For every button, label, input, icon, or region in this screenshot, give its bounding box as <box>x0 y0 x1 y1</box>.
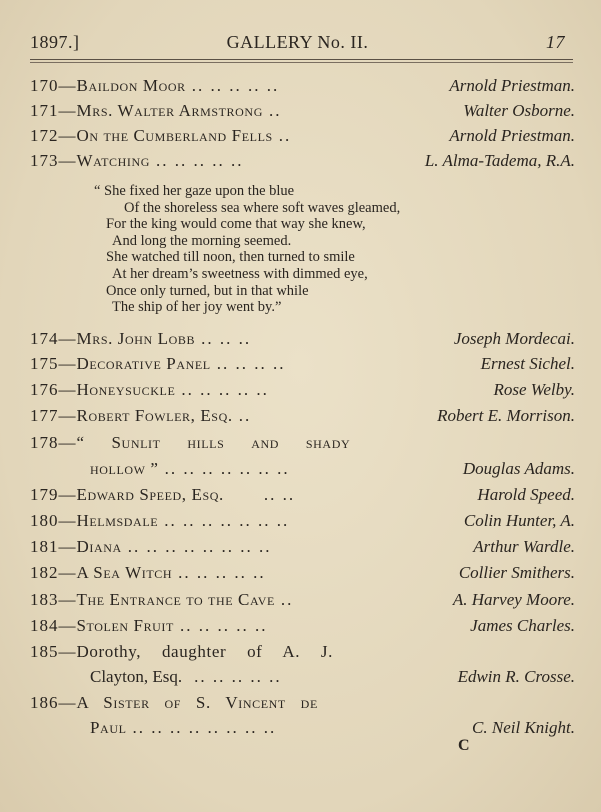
catalogue-entry <box>30 563 575 587</box>
leader-dots: .. .. .. .. .. <box>181 380 269 399</box>
entry-artist: Collier Smithers. <box>458 563 575 582</box>
catalogue-entry <box>30 642 575 666</box>
entry-title: On the Cumberland Fells <box>76 126 273 145</box>
entry-artist: A. Harvey Moore. <box>452 590 575 609</box>
catalogue-entry <box>30 101 575 125</box>
entry-number: 174— <box>30 329 77 348</box>
catalogue-entry <box>30 151 575 175</box>
catalogue-entry <box>30 616 575 640</box>
entry-number: 186— <box>30 693 77 712</box>
poem-line: And long the morning seemed. <box>112 232 292 249</box>
entry-artist: Walter Osborne. <box>463 101 575 120</box>
entry-number: 175— <box>30 354 77 373</box>
catalogue-entry <box>30 329 575 353</box>
catalogue-entry <box>30 590 575 614</box>
entry-artist: Douglas Adams. <box>462 459 575 478</box>
catalogue-entry-continuation <box>90 718 575 742</box>
leader-dots: .. .. .. .. .. .. .. .. <box>132 718 277 737</box>
catalogue-entry <box>30 433 575 457</box>
entry-title: Dorothy, daughter of A. J. <box>76 642 333 661</box>
leader-dots: .. .. .. .. <box>216 354 286 373</box>
entry-title: Mrs. John Lobb <box>76 329 196 348</box>
poem-line: Of the shoreless sea where soft waves gleamed, <box>124 199 401 216</box>
catalogue-entry <box>30 511 575 535</box>
signature-mark: C <box>458 737 470 754</box>
entry-number: 182— <box>30 563 77 582</box>
entry-title: Diana <box>76 537 122 556</box>
entry-number: 181— <box>30 537 77 556</box>
poem-line: The ship of her joy went by.” <box>112 299 282 316</box>
leader-dots: .. <box>268 101 282 120</box>
catalogue-entry <box>30 693 575 717</box>
leader-dots: .. .. <box>263 485 296 504</box>
leader-dots: .. <box>278 126 292 145</box>
leader-dots: .. .. .. .. .. .. .. <box>164 511 290 530</box>
leader-dots: .. .. .. .. .. <box>179 616 268 635</box>
entry-number: 179— <box>30 485 77 504</box>
entry-title: Watching <box>76 151 151 170</box>
poem-line: For the king would come that way she knew, <box>106 216 366 233</box>
entry-title: A Sister of S. Vincent de <box>76 693 318 712</box>
leader-dots: .. <box>238 406 252 425</box>
header-page-number: 17 <box>546 32 565 52</box>
poem-line: “ She fixed her gaze upon the blue <box>94 183 295 199</box>
catalogue-entry <box>30 485 575 509</box>
leader-dots: .. .. .. <box>201 329 252 348</box>
entry-number: 178— <box>30 433 77 452</box>
header-rule-secondary <box>30 62 573 63</box>
entry-number: 172— <box>30 126 77 145</box>
entry-title: Helmsdale <box>76 511 159 530</box>
entry-artist: Arnold Priestman. <box>449 126 575 145</box>
entry-artist: Edwin R. Crosse. <box>457 667 575 686</box>
entry-number: 177— <box>30 406 77 425</box>
entry-number: 185— <box>30 642 77 661</box>
entry-number: 171— <box>30 101 77 120</box>
entry-artist: Harold Speed. <box>477 485 575 504</box>
poem-quotation <box>94 183 514 316</box>
entry-artist: James Charles. <box>470 616 575 635</box>
leader-dots: .. <box>280 590 294 609</box>
entry-artist: Rose Welby. <box>493 380 575 399</box>
header-title: GALLERY No. II. <box>226 32 369 52</box>
entry-artist: Colin Hunter, A. <box>463 511 575 530</box>
leader-dots: .. .. .. .. .. <box>191 76 280 95</box>
poem-line: At her dream’s sweetness with dimmed eye, <box>112 265 368 282</box>
poem-line: She watched till noon, then turned to smile <box>106 249 355 266</box>
catalogue-entry-continuation <box>90 459 575 483</box>
leader-dots: .. .. .. .. .. <box>178 563 266 582</box>
entry-title: Baildon Moor <box>76 76 186 95</box>
catalogue-entry <box>30 354 575 378</box>
entry-title: Edward Speed, Esq. <box>76 485 224 504</box>
leader-dots: .. .. .. .. .. .. .. <box>164 459 290 478</box>
entry-artist: Arthur Wardle. <box>473 537 575 556</box>
entry-title: The Entrance to the Cave <box>76 590 275 609</box>
header-year: 1897.] <box>30 32 80 52</box>
poem-line: Once only turned, but in that while <box>106 282 309 299</box>
catalogue-entry <box>30 406 575 430</box>
entry-number: 180— <box>30 511 77 530</box>
catalogue-entry <box>30 380 575 404</box>
entry-title: Stolen Fruit <box>76 616 174 635</box>
entry-number: 173— <box>30 151 77 170</box>
entry-title: Mrs. Walter Armstrong <box>76 101 263 120</box>
entry-artist: L. Alma-Tadema, R.A. <box>424 151 575 170</box>
entry-title: A Sea Witch <box>76 563 173 582</box>
leader-dots: .. .. .. .. .. .. .. .. <box>127 537 272 556</box>
leader-dots: .. .. .. .. .. <box>194 667 282 686</box>
entry-title: Robert Fowler, Esq. <box>76 406 233 425</box>
entry-artist: C. Neil Knight. <box>472 718 575 737</box>
page-header <box>30 32 565 54</box>
entry-artist: Ernest Sichel. <box>480 354 575 373</box>
entry-title: Honeysuckle <box>76 380 176 399</box>
leader-dots: .. .. .. .. .. <box>156 151 244 170</box>
entry-title: Decorative Panel <box>76 354 211 373</box>
header-rule <box>30 59 573 60</box>
entry-title: Clayton, Esq. <box>90 667 183 686</box>
entry-artist: Arnold Priestman. <box>449 76 575 95</box>
entry-number: 176— <box>30 380 77 399</box>
catalogue-entry <box>30 126 575 150</box>
entry-title: Paul <box>90 718 127 737</box>
entry-artist: Robert E. Morrison. <box>437 406 575 425</box>
entry-title: “ Sunlit hills and shady <box>76 433 351 452</box>
catalogue-entry <box>30 537 575 561</box>
catalogue-entry <box>30 76 575 100</box>
entry-artist: Joseph Mordecai. <box>453 329 575 348</box>
entry-number: 170— <box>30 76 77 95</box>
entry-number: 183— <box>30 590 77 609</box>
entry-number: 184— <box>30 616 77 635</box>
catalogue-entry-continuation <box>90 667 575 691</box>
entry-title: hollow ” <box>90 459 159 478</box>
